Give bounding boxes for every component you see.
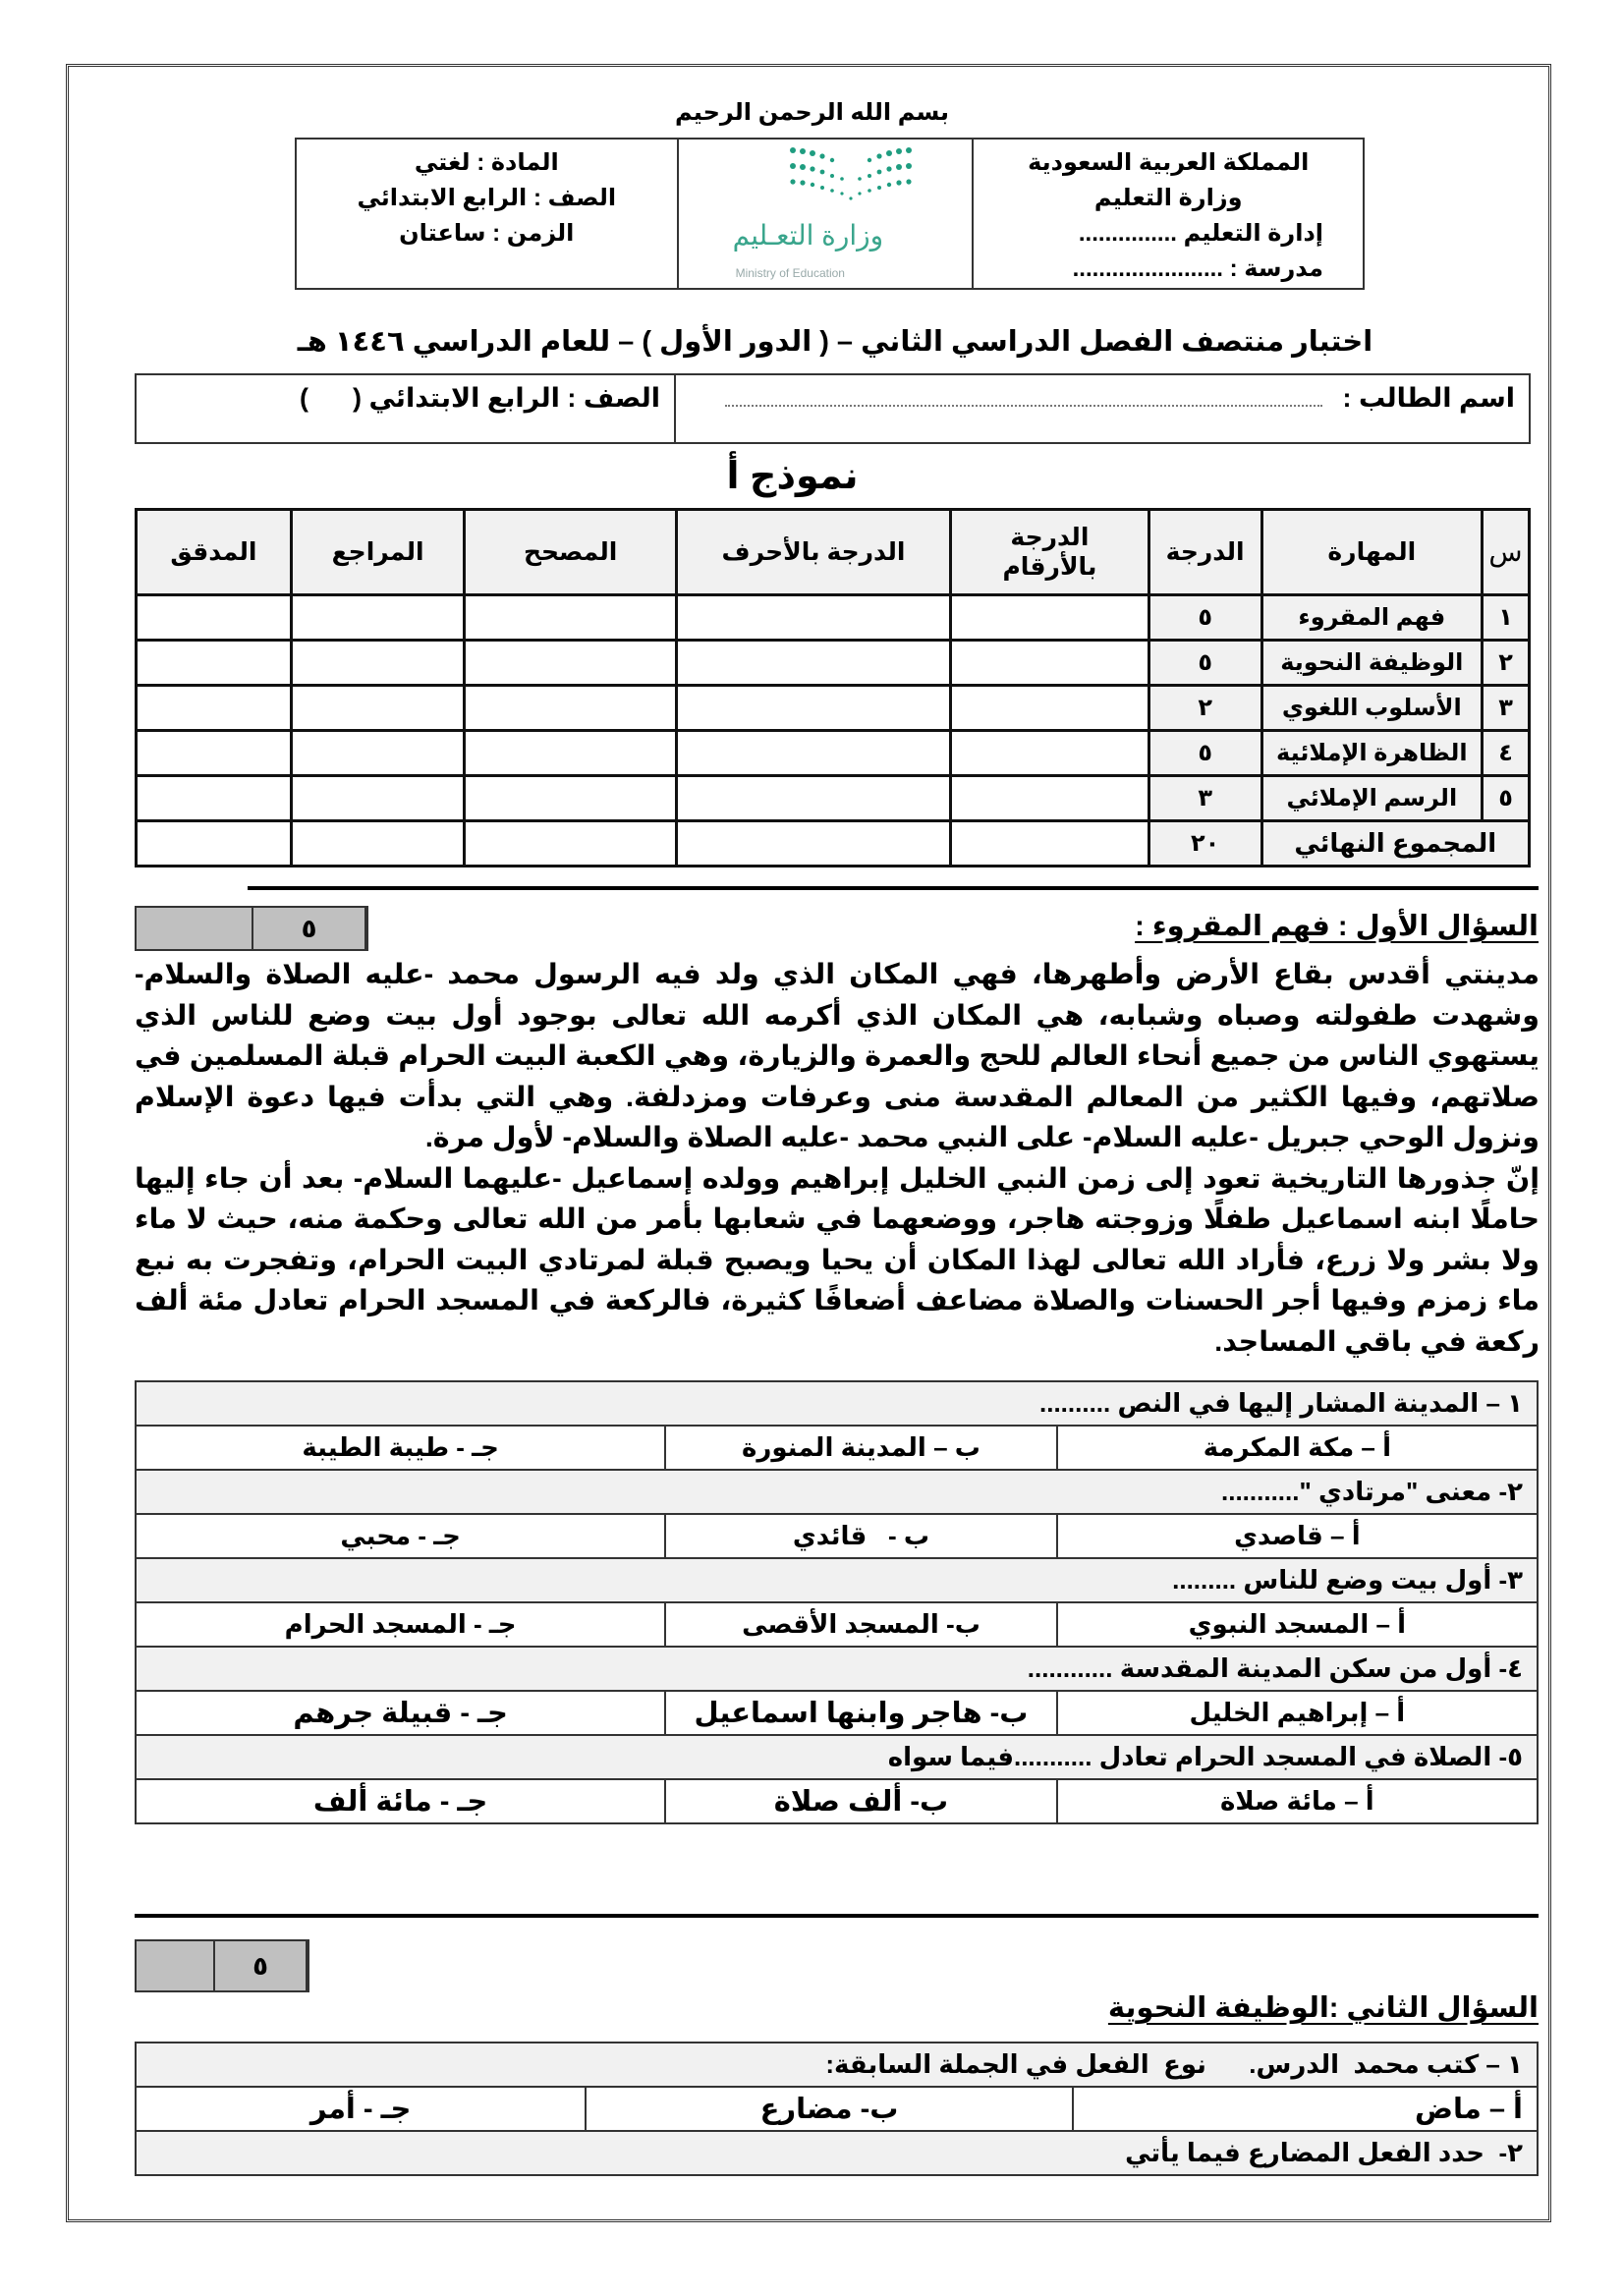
section-divider bbox=[135, 1914, 1539, 1918]
total-max-score: ٢٠ bbox=[1148, 821, 1261, 867]
mcq-option-c[interactable]: جـ - مائة ألف bbox=[136, 1779, 665, 1823]
mcq-question-row bbox=[136, 2043, 1538, 2087]
section-divider bbox=[248, 886, 1539, 890]
mcq-option-c[interactable]: جـ - أمر bbox=[136, 2087, 586, 2131]
mcq-options-row bbox=[136, 2087, 1538, 2131]
mcq-option-a[interactable]: أ – قاصدي bbox=[1057, 1514, 1538, 1558]
col-header-auditor: المدقق bbox=[137, 510, 292, 595]
score-letters-cell[interactable] bbox=[676, 776, 950, 821]
col-header-number: س bbox=[1483, 510, 1530, 595]
col-header-score-digits: الدرجة بالأرقام bbox=[951, 510, 1149, 595]
total-label: المجموع النهائي bbox=[1261, 821, 1529, 867]
score-digits-cell[interactable] bbox=[951, 641, 1149, 686]
q1-earned-score-cell[interactable] bbox=[137, 908, 253, 949]
score-digits-cell[interactable] bbox=[951, 731, 1149, 776]
mcq-option-a[interactable]: أ – المسجد النبوي bbox=[1057, 1602, 1538, 1647]
col-header-reviewer: المراجع bbox=[291, 510, 465, 595]
corrector-cell[interactable] bbox=[465, 776, 676, 821]
mcq-options-row bbox=[136, 1426, 1538, 1470]
row-max-score: ٥ bbox=[1148, 731, 1261, 776]
reviewer-cell[interactable] bbox=[291, 595, 465, 641]
ministry-logo-english: Ministry of Education bbox=[735, 266, 845, 280]
total-digits-cell[interactable] bbox=[951, 821, 1149, 867]
col-header-score-letters: الدرجة بالأحرف bbox=[676, 510, 950, 595]
mcq-question-row bbox=[136, 1647, 1538, 1691]
q2-title: السؤال الثاني :الوظيفة النحوية bbox=[1107, 1992, 1539, 2024]
mcq-options-row bbox=[136, 1691, 1538, 1735]
mcq-option-c[interactable]: جـ - قبيلة جرهم bbox=[136, 1691, 665, 1735]
grade-row bbox=[137, 776, 1530, 821]
mcq-options-row bbox=[136, 1779, 1538, 1823]
score-digits-cell[interactable] bbox=[951, 686, 1149, 731]
grade-row bbox=[137, 731, 1530, 776]
mcq-option-b[interactable]: ب- هاجر وابنها اسماعيل bbox=[665, 1691, 1057, 1735]
ministry-logo-dots-icon bbox=[787, 145, 915, 204]
mcq-question-row bbox=[136, 1735, 1538, 1779]
student-name-label: اسم الطالب : bbox=[1342, 383, 1515, 413]
passage-paragraph: إنّ جذورها التاريخية تعود إلى زمن النبي الخليل إبراهيم وولده إسماعيل -عليهما السلام- بعد أن جاء إليها حاملًا ابنه اسماعيل طفلًا وزوجته هاجر، ووضعهما في شعابها بأمر من الله تعالى وحكمة منه، حيث لا ماء ولا بشر ولا زرع، فأراد الله تعالى لهذا المكان أن يحيا ويصبح قبلة لمرتادي البيت الحرام، وتفجرت به نبع ماء زمزم وفيها أجر الحسنات والصلاة مضاعف أضعافًا كثيرة، فالركعة في المسجد الحرام تعادل مئة ألف ركعة في باقي المساجد. bbox=[135, 1162, 1540, 1358]
mcq-option-a[interactable]: أ – مائة صلاة bbox=[1057, 1779, 1538, 1823]
row-number: ٣ bbox=[1483, 686, 1530, 731]
header-box bbox=[295, 138, 1365, 290]
student-info-row bbox=[135, 373, 1531, 444]
q2-earned-score-cell[interactable] bbox=[137, 1941, 215, 1990]
corrector-cell[interactable] bbox=[465, 595, 676, 641]
header-duration: الزمن : ساعتان bbox=[399, 220, 575, 247]
q2-question: ١ – كتب محمد الدرس. نوع الفعل في الجملة السابقة: bbox=[136, 2043, 1538, 2087]
mcq-options-row bbox=[136, 1602, 1538, 1647]
mcq-question-row bbox=[136, 1381, 1538, 1426]
mcq-question: ٣- أول بيت وضع للناس ......... bbox=[136, 1558, 1538, 1602]
exam-title: اختبار منتصف الفصل الدراسي الثاني – ( الدور الأول ) – للعام الدراسي ١٤٤٦ هـ bbox=[297, 326, 1373, 358]
header-school: مدرسة : ....................... bbox=[1072, 255, 1323, 282]
mcq-option-b[interactable]: ب- ألف صلاة bbox=[665, 1779, 1057, 1823]
ministry-logo-arabic: وزارة التعـليم bbox=[732, 220, 884, 251]
mcq-question: ٢- معنى "مرتادي "........... bbox=[136, 1470, 1538, 1514]
reading-passage bbox=[135, 955, 1540, 1363]
student-name-field[interactable] bbox=[674, 375, 1529, 442]
q1-mcq-table bbox=[135, 1380, 1539, 1824]
model-title: نموذج أ bbox=[726, 456, 859, 497]
reviewer-cell[interactable] bbox=[291, 686, 465, 731]
col-header-skill: المهارة bbox=[1261, 510, 1482, 595]
q2-score-box bbox=[135, 1939, 309, 1992]
auditor-cell[interactable] bbox=[137, 595, 292, 641]
corrector-cell[interactable] bbox=[465, 731, 676, 776]
grade-row bbox=[137, 686, 1530, 731]
mcq-option-c[interactable]: جـ - المسجد الحرام bbox=[136, 1602, 665, 1647]
mcq-option-a[interactable]: أ – مكة المكرمة bbox=[1057, 1426, 1538, 1470]
basmala: بسم الله الرحمن الرحيم bbox=[674, 99, 950, 126]
mcq-option-a[interactable]: أ – إبراهيم الخليل bbox=[1057, 1691, 1538, 1735]
row-skill: الرسم الإملائي bbox=[1261, 776, 1482, 821]
grade-row bbox=[137, 595, 1530, 641]
total-letters-cell[interactable] bbox=[676, 821, 950, 867]
header-directorate: إدارة التعليم ............... bbox=[1078, 220, 1323, 247]
grade-row bbox=[137, 641, 1530, 686]
mcq-question-row bbox=[136, 1558, 1538, 1602]
grade-table-header bbox=[137, 510, 1530, 595]
q2-max-score: ٥ bbox=[215, 1941, 308, 1990]
auditor-cell[interactable] bbox=[137, 686, 292, 731]
auditor-cell[interactable] bbox=[137, 776, 292, 821]
q2-table bbox=[135, 2042, 1539, 2176]
total-corrector-cell[interactable] bbox=[465, 821, 676, 867]
corrector-cell[interactable] bbox=[465, 686, 676, 731]
header-grade: الصف : الرابع الابتدائي bbox=[357, 185, 617, 211]
passage-paragraph: مدينتي أقدس بقاع الأرض وأطهرها، فهي المكان الذي ولد فيه الرسول محمد -عليه الصلاة والسلام- وشهدت طفولته وصباه وشبابه، هي المكان الذي أكرمه الله تعالى بوجود أول بيت وضع للناس الذي يستهوي الناس من جميع أنحاء العالم للحج والعمرة والزيارة، وهي الكعبة البيت الحرام قبلة المسلمين في صلاتهم، وفيها الكثير من المعالم المقدسة منى وعرفات ومزدلفة. وهي التي بدأت فيها دعوة الإسلام ونزول الوحي جبريل -عليه السلام- على النبي محمد -عليه الصلاة والسلام- لأول مرة. bbox=[135, 959, 1540, 1153]
total-reviewer-cell[interactable] bbox=[291, 821, 465, 867]
row-max-score: ٥ bbox=[1148, 641, 1261, 686]
mcq-question: ٤- أول من سكن المدينة المقدسة ............ bbox=[136, 1647, 1538, 1691]
reviewer-cell[interactable] bbox=[291, 731, 465, 776]
score-letters-cell[interactable] bbox=[676, 731, 950, 776]
auditor-cell[interactable] bbox=[137, 731, 292, 776]
row-number: ٤ bbox=[1483, 731, 1530, 776]
q1-score-box bbox=[135, 906, 368, 951]
row-skill: الظاهرة الإملائية bbox=[1261, 731, 1482, 776]
mcq-option-c[interactable]: جـ - محبي bbox=[136, 1514, 665, 1558]
score-digits-cell[interactable] bbox=[951, 776, 1149, 821]
student-name-dotted-line bbox=[725, 383, 1322, 407]
reviewer-cell[interactable] bbox=[291, 776, 465, 821]
row-number: ٥ bbox=[1483, 776, 1530, 821]
student-class-field[interactable]: الصف : الرابع الابتدائي ( ) bbox=[300, 383, 660, 413]
mcq-option-b[interactable]: ب – المدينة المنورة bbox=[665, 1426, 1057, 1470]
mcq-option-a[interactable]: أ – ماض bbox=[1073, 2087, 1538, 2131]
mcq-question: ٥- الصلاة في المسجد الحرام تعادل ...........فيما سواه bbox=[136, 1735, 1538, 1779]
auditor-cell[interactable] bbox=[137, 641, 292, 686]
mcq-options-row bbox=[136, 1514, 1538, 1558]
row-number: ٢ bbox=[1483, 641, 1530, 686]
q1-title: السؤال الأول : فهم المقروء : bbox=[1135, 911, 1539, 942]
q1-max-score: ٥ bbox=[253, 908, 366, 949]
mcq-option-b[interactable]: ب- مضارع bbox=[586, 2087, 1072, 2131]
header-country: المملكة العربية السعودية bbox=[1028, 149, 1310, 176]
mcq-option-b[interactable]: ب- المسجد الأقصى bbox=[665, 1602, 1057, 1647]
mcq-question: ١ – المدينة المشار إليها في النص .......... bbox=[136, 1381, 1538, 1426]
ministry-logo bbox=[677, 140, 973, 288]
mcq-option-c[interactable]: جـ - طيبة الطيبة bbox=[136, 1426, 665, 1470]
row-number: ١ bbox=[1483, 595, 1530, 641]
score-letters-cell[interactable] bbox=[676, 641, 950, 686]
col-header-corrector: المصحح bbox=[465, 510, 676, 595]
row-skill: الوظيفة النحوية bbox=[1261, 641, 1482, 686]
row-max-score: ٢ bbox=[1148, 686, 1261, 731]
header-subject: المادة : لغتي bbox=[414, 149, 559, 176]
score-letters-cell[interactable] bbox=[676, 686, 950, 731]
reviewer-cell[interactable] bbox=[291, 641, 465, 686]
mcq-question-row bbox=[136, 1470, 1538, 1514]
col-header-score: الدرجة bbox=[1148, 510, 1261, 595]
row-max-score: ٣ bbox=[1148, 776, 1261, 821]
total-auditor-cell[interactable] bbox=[137, 821, 292, 867]
header-ministry: وزارة التعليم bbox=[1093, 185, 1243, 211]
row-skill: الأسلوب اللغوي bbox=[1261, 686, 1482, 731]
corrector-cell[interactable] bbox=[465, 641, 676, 686]
row-skill: فهم المقروء bbox=[1261, 595, 1482, 641]
mcq-option-b[interactable]: ب - قائدي bbox=[665, 1514, 1057, 1558]
grade-summary-table bbox=[135, 508, 1531, 868]
mcq-question-row bbox=[136, 2131, 1538, 2175]
q2-question: ٢- حدد الفعل المضارع فيما يأتي bbox=[136, 2131, 1538, 2175]
header-ministry-info bbox=[972, 140, 1363, 288]
grade-total-row bbox=[137, 821, 1530, 867]
score-letters-cell[interactable] bbox=[676, 595, 950, 641]
score-digits-cell[interactable] bbox=[951, 595, 1149, 641]
row-max-score: ٥ bbox=[1148, 595, 1261, 641]
header-exam-info bbox=[297, 140, 677, 288]
